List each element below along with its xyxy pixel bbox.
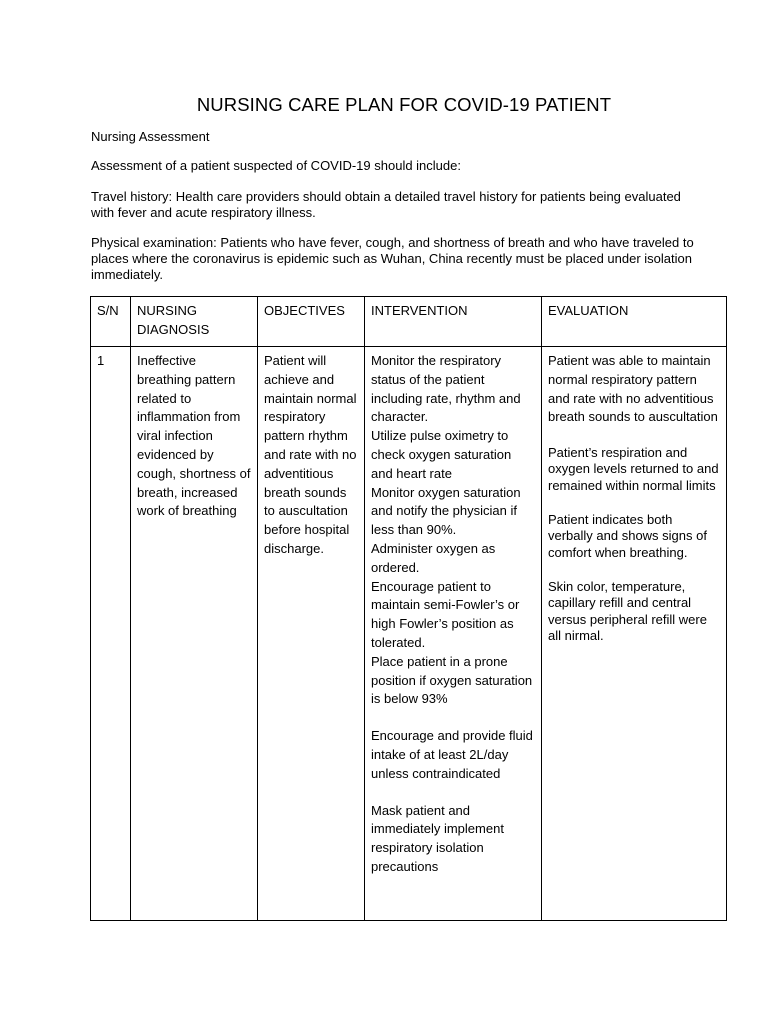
header-intervention: INTERVENTION	[365, 297, 542, 347]
document-title: NURSING CARE PLAN FOR COVID-19 PATIENT	[196, 94, 612, 115]
cell-evaluation	[542, 347, 727, 921]
evaluation-item: Skin color, temperature, capillary refill and central versus peripheral refill were all nirmal.	[548, 578, 707, 643]
intervention-item: Monitor oxygen saturation and notify the physician if less than 90%.	[371, 484, 521, 538]
table-row	[91, 347, 727, 921]
evaluation-item: Patient indicates both verbally and shows signs of comfort when breathing.	[548, 512, 707, 560]
intervention-item: Administer oxygen as ordered.	[371, 540, 496, 575]
header-sn: S/N	[91, 297, 131, 347]
evaluation-item: Patient was able to maintain normal respiratory pattern and rate with no adventitious breath sounds to auscultation	[548, 353, 718, 425]
cell-intervention	[365, 347, 542, 921]
intervention-item: Utilize pulse oximetry to check oxygen saturation and heart rate	[371, 428, 512, 481]
care-plan-table	[90, 296, 727, 921]
header-nursing-diagnosis: NURSING DIAGNOSIS	[131, 297, 258, 347]
cell-sn: 1	[91, 347, 131, 921]
assessment-heading: Nursing Assessment	[91, 129, 210, 144]
physical-exam-paragraph: Physical examination: Patients who have fever, cough, and shortness of breath and who have traveled to places where the coronavirus is epidemic such as Wuhan, China recently must be placed under isolation immediately.	[91, 235, 694, 282]
table-header-row	[91, 297, 727, 347]
header-objectives: OBJECTIVES	[258, 297, 365, 347]
cell-nursing-diagnosis: Ineffective breathing pattern related to inflammation from viral infection evidenced by cough, shortness of breath, increased work of breathing	[131, 347, 258, 921]
travel-history-paragraph: Travel history: Health care providers should obtain a detailed travel history for patients being evaluated with fever and acute respiratory illness.	[91, 189, 681, 220]
intervention-item: Monitor the respiratory status of the patient including rate, rhythm and character.	[371, 353, 521, 425]
intervention-item: Encourage and provide fluid intake of at least 2L/day unless contraindicated	[371, 728, 533, 781]
evaluation-item: Patient’s respiration and oxygen levels returned to and remained within normal limits	[548, 445, 719, 493]
intervention-item: Encourage patient to maintain semi-Fowler’s or high Fowler’s position as tolerated.	[371, 578, 520, 650]
assessment-intro: Assessment of a patient suspected of COVID-19 should include:	[91, 158, 461, 173]
cell-objectives: Patient will achieve and maintain normal respiratory pattern rhythm and rate with no adventitious breath sounds to auscultation before hospital discharge.	[258, 347, 365, 921]
intervention-item: Place patient in a prone position if oxygen saturation is below 93%	[371, 653, 533, 707]
intervention-item: Mask patient and immediately implement respiratory isolation precautions	[371, 802, 504, 874]
header-evaluation: EVALUATION	[542, 297, 727, 347]
